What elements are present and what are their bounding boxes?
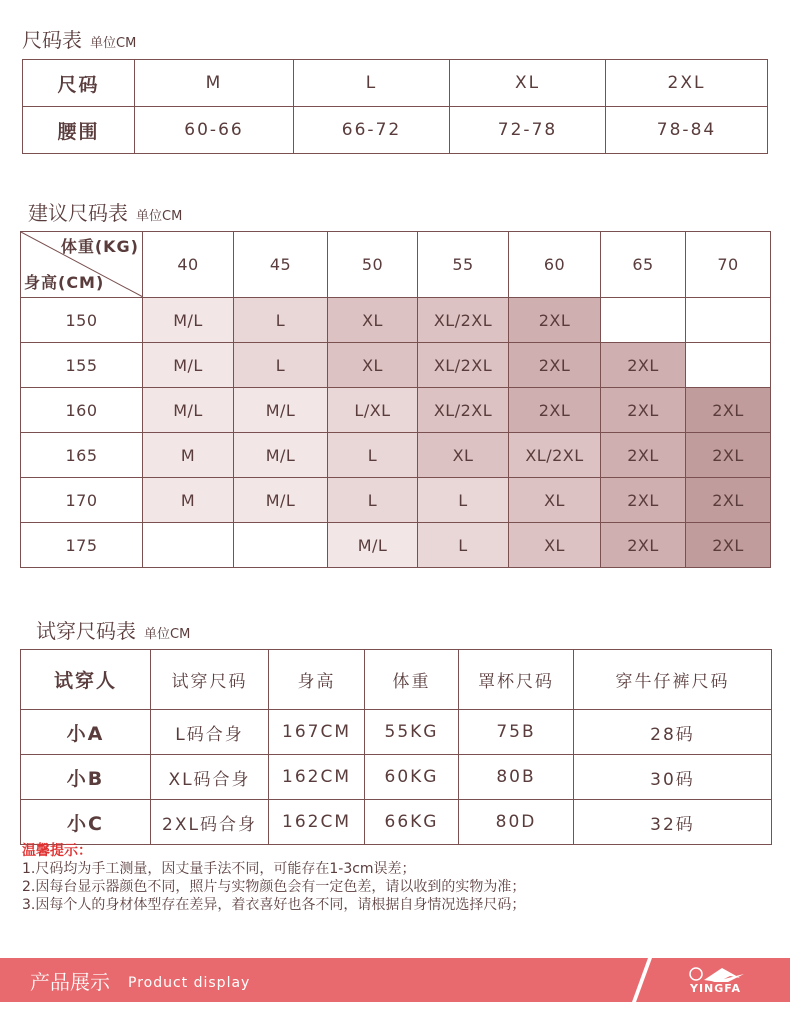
waist-cell: 72-78 [450,107,606,154]
tryon-header: 体重 [365,650,459,710]
weight-axis-label: 体重(KG) [60,237,139,256]
note-line: 1.尺码均为手工测量，因丈量手法不同，可能存在1-3cm误差； [22,861,416,877]
size-recommend-cell [234,523,328,568]
notes-block [22,842,525,914]
size-cell: XL [450,60,606,107]
size-recommend-cell: 2XL [601,388,686,433]
tryon-title-text: 试穿尺码表 [36,619,136,643]
tryon-cell: 30码 [574,755,772,800]
size-cell: 2XL [606,60,768,107]
size-recommend-cell: 2XL [601,433,686,478]
weight-header: 70 [686,232,771,298]
tryon-cell: 66KG [365,800,459,845]
product-display-banner [0,958,790,1002]
tryon-person: 小B [21,755,151,800]
recommend-row [21,523,771,568]
recommend-row [21,478,771,523]
size-recommend-cell [601,298,686,343]
tryon-cell: 55KG [365,710,459,755]
tryon-cell: 2XL码合身 [151,800,269,845]
tryon-unit: 单位CM [144,627,191,642]
banner-subtitle: Product display [128,975,251,991]
height-cell: 165 [21,433,143,478]
height-cell: 175 [21,523,143,568]
tryon-header: 身高 [269,650,365,710]
recommend-row [21,388,771,433]
size-recommend-cell: M [143,478,234,523]
tryon-person: 小C [21,800,151,845]
size-recommend-cell: M/L [143,298,234,343]
waist-cell: 60-66 [135,107,294,154]
tryon-cell: 80B [459,755,574,800]
tryon-cell: XL码合身 [151,755,269,800]
size-recommend-cell: 2XL [601,478,686,523]
size-recommend-cell: 2XL [509,388,601,433]
recommend-row [21,343,771,388]
tryon-cell: 162CM [269,755,365,800]
diagonal-header-cell [21,232,143,298]
size-recommend-cell: M/L [234,433,328,478]
size-recommend-cell [686,343,771,388]
recommend-row [21,298,771,343]
recommend-table [20,231,771,568]
tryon-header: 试穿人 [21,650,151,710]
size-recommend-cell: L/XL [328,388,418,433]
height-cell: 150 [21,298,143,343]
size-recommend-cell: 2XL [686,523,771,568]
tryon-cell: 32码 [574,800,772,845]
banner-title: 产品展示 [30,970,110,994]
size-chart-title-text: 尺码表 [22,28,82,52]
size-recommend-cell: XL [328,298,418,343]
size-recommend-cell [686,298,771,343]
height-cell: 170 [21,478,143,523]
size-recommend-cell: 2XL [509,343,601,388]
size-row [23,60,768,107]
size-recommend-cell: 2XL [686,478,771,523]
tryon-person: 小A [21,710,151,755]
tryon-cell: 167CM [269,710,365,755]
tryon-title [36,615,190,644]
tryon-table [20,649,772,845]
waist-cell: 66-72 [294,107,450,154]
recommend-row [21,433,771,478]
tryon-cell: 80D [459,800,574,845]
tryon-header: 穿牛仔裤尺码 [574,650,772,710]
size-recommend-cell: M [143,433,234,478]
note-line: 3.因每个人的身材体型存在差异，着衣喜好也各不同，请根据自身情况选择尺码； [22,897,526,913]
height-axis-label: 身高(CM) [24,273,105,292]
tryon-header: 试穿尺码 [151,650,269,710]
logo-text: YINGFA [690,982,742,995]
waist-row [23,107,768,154]
notes-title: 温馨提示： [22,843,92,859]
banner-divider [631,954,654,1006]
tryon-header: 罩杯尺码 [459,650,574,710]
size-recommend-cell: XL/2XL [418,298,509,343]
tryon-cell: 162CM [269,800,365,845]
tryon-cell: 60KG [365,755,459,800]
height-cell: 155 [21,343,143,388]
weight-header: 60 [509,232,601,298]
tryon-row [21,800,772,845]
weight-header: 50 [328,232,418,298]
size-recommend-cell: L [234,343,328,388]
size-cell: M [135,60,294,107]
size-recommend-cell: XL/2XL [418,343,509,388]
size-recommend-cell: L [328,478,418,523]
size-chart-title [22,24,136,53]
tryon-cell: 75B [459,710,574,755]
size-recommend-cell: XL/2XL [418,388,509,433]
size-recommend-cell: 2XL [686,388,771,433]
size-recommend-cell: 2XL [509,298,601,343]
height-cell: 160 [21,388,143,433]
size-chart-unit: 单位CM [90,36,137,51]
recommend-title [28,197,182,226]
note-line: 2.因每台显示器颜色不同，照片与实物颜色会有一定色差，请以收到的实物为准； [22,879,526,895]
tryon-cell: 28码 [574,710,772,755]
tryon-header-row [21,650,772,710]
tryon-cell: L码合身 [151,710,269,755]
size-recommend-cell: M/L [234,388,328,433]
size-recommend-cell: XL [418,433,509,478]
size-recommend-cell: 2XL [686,433,771,478]
weight-header: 65 [601,232,686,298]
size-recommend-cell: L [418,478,509,523]
waist-row-label: 腰围 [23,107,135,154]
size-recommend-cell: L [328,433,418,478]
recommend-title-text: 建议尺码表 [28,201,128,225]
tryon-row [21,710,772,755]
size-recommend-cell: M/L [143,388,234,433]
size-recommend-cell: M/L [234,478,328,523]
size-cell: L [294,60,450,107]
weight-header: 45 [234,232,328,298]
recommend-header-row [21,232,771,298]
size-recommend-cell: XL [509,478,601,523]
size-recommend-cell: M/L [328,523,418,568]
size-recommend-cell: XL [509,523,601,568]
weight-header: 40 [143,232,234,298]
size-recommend-cell: XL/2XL [509,433,601,478]
size-recommend-cell: M/L [143,343,234,388]
waist-cell: 78-84 [606,107,768,154]
tryon-row [21,755,772,800]
size-recommend-cell [143,523,234,568]
weight-header: 55 [418,232,509,298]
size-recommend-cell: 2XL [601,523,686,568]
size-recommend-cell: L [418,523,509,568]
recommend-unit: 单位CM [136,209,183,224]
size-recommend-cell: 2XL [601,343,686,388]
size-row-label: 尺码 [23,60,135,107]
size-chart-table [22,59,768,154]
size-recommend-cell: L [234,298,328,343]
size-recommend-cell: XL [328,343,418,388]
